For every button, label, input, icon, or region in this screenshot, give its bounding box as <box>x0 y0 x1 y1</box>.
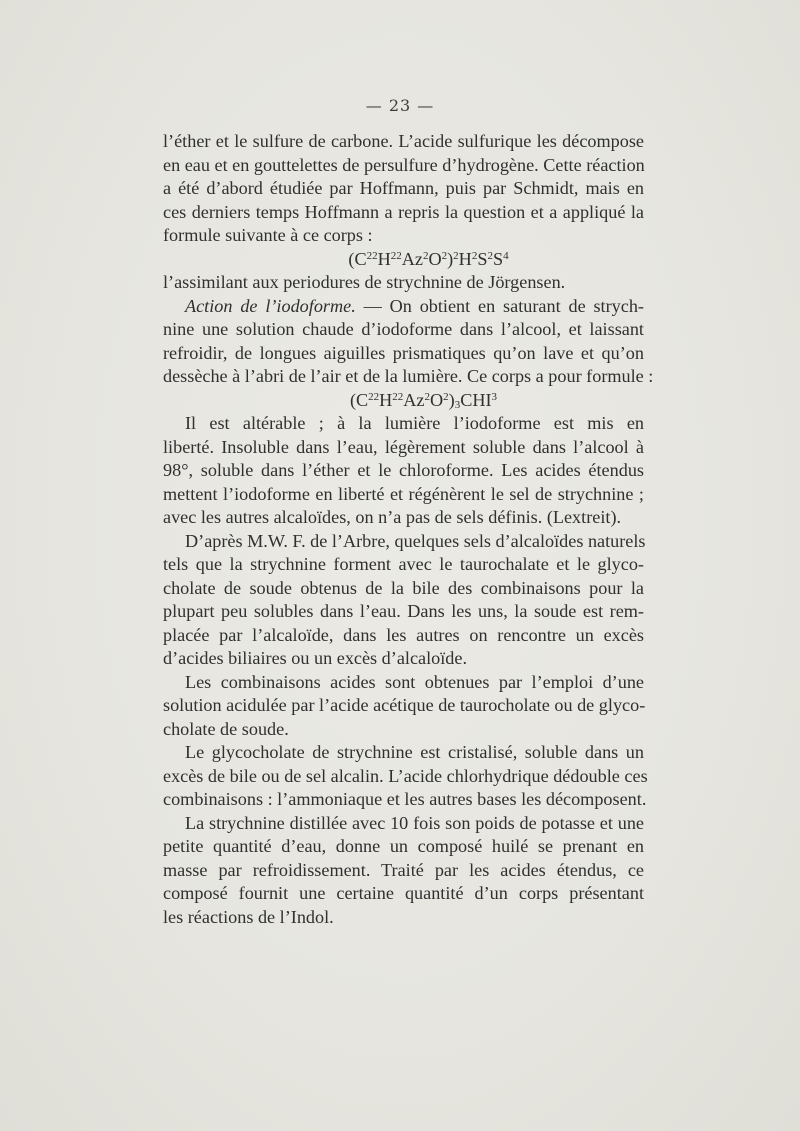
text-line: d’acides biliaires ou un excès d’alcaloïde. <box>163 648 468 668</box>
text-line: 98°, soluble dans l’éther et le chloroforme. Les acides étendus <box>163 460 644 480</box>
text-line: dessèche à l’abri de l’air et de la lumière. Ce corps a pour formule : <box>163 366 654 386</box>
text-line: nine une solution chaude d’iodoforme dans l’alcool, et laissant <box>163 319 644 339</box>
text-line: solution acidulée par l’acide acétique de taurocholate ou de glyco- <box>163 695 646 715</box>
text-line: petite quantité d’eau, donne un composé huilé se prenant en <box>163 836 644 856</box>
text-line: cholate de soude. <box>163 718 289 739</box>
text-line: refroidir, de longues aiguilles prismatiques qu’on lave et qu’on <box>163 342 644 363</box>
text-line: ces derniers temps Hoffmann a repris la question et a appliqué la <box>163 201 644 222</box>
text-line: excès de bile ou de sel alcalin. L’acide chlorhydrique dédouble ces <box>163 765 648 786</box>
text-line: formule suivante à ce corps : <box>163 225 373 245</box>
text-line: La strychnine distillée avec 10 fois son poids de potasse et une <box>185 812 644 833</box>
section-heading: Action de l’iodoforme. <box>185 295 356 316</box>
formula-hoffmann: $(C^{22}H^{22}Az^2O^2)^2H^2S^2S^4$ <box>348 248 509 269</box>
text-line: a été d’abord étudiée par Hoffmann, puis par Schmidt, mais en <box>163 178 644 198</box>
text-line: mettent l’iodoforme en liberté et régénèrent le sel de strychnine ; <box>163 483 644 504</box>
page-number: — 23 — <box>365 96 435 115</box>
text-line: Il est altérable ; à la lumière l’iodoforme est mis en <box>185 413 644 433</box>
text-line: Action de l’iodoforme. — On obtient en saturant de strych- <box>185 295 644 316</box>
text-line: tels que la strychnine forment avec le taurochalate et le glyco- <box>163 554 644 574</box>
text-line: avec les autres alcaloïdes, on n’a pas de sels définis. (Lextreit). <box>163 507 622 527</box>
text-line: en eau et en gouttelettes de persulfure d’hydrogène. Cette réaction <box>163 154 645 175</box>
text-line: les réactions de l’Indol. <box>163 906 334 927</box>
text-line: l’éther et le sulfure de carbone. L’acide sulfurique les décompose <box>163 131 644 151</box>
text-line: combinaisons : l’ammoniaque et les autres bases les décomposent. <box>163 789 647 809</box>
text-line: composé fournit une certaine quantité d’un corps présentant <box>163 883 644 903</box>
text-line: plupart peu solubles dans l’eau. Dans les uns, la soude est rem- <box>163 601 644 621</box>
text-line: l’assimilant aux periodures de strychnine de Jörgensen. <box>163 272 566 292</box>
text-line: Les combinaisons acides sont obtenues par l’emploi d’une <box>185 671 644 692</box>
text-line: masse par refroidissement. Traité par les acides étendus, ce <box>163 859 644 880</box>
text-line: placée par l’alcaloïde, dans les autres on rencontre un excès <box>163 624 644 645</box>
text-line: liberté. Insoluble dans l’eau, légèrement soluble dans l’alcool à <box>163 436 644 457</box>
text-line: cholate de soude obtenus de la bile des combinaisons pour la <box>163 577 644 598</box>
text-line: D’après M.W. F. de l’Arbre, quelques sels d’alcaloïdes naturels <box>185 530 646 551</box>
text-line: Le glycocholate de strychnine est cristalisé, soluble dans un <box>185 742 644 762</box>
body-text <box>163 130 654 929</box>
formula-iodoforme: $(C^{22}H^{22}Az^2O^2)_3CHI^3$ <box>349 389 498 411</box>
